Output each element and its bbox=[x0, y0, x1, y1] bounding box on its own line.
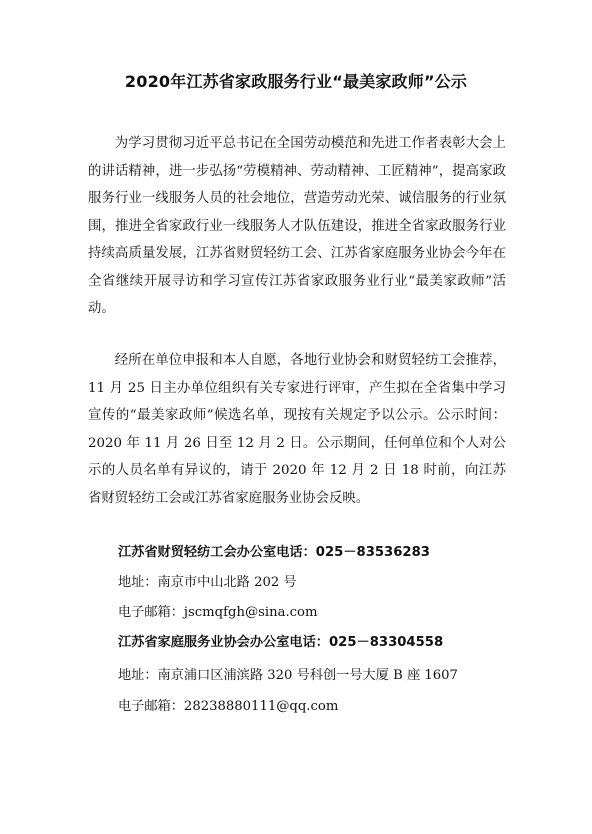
contact-email-domestic-service: 电子邮箱：28238880111@qq.com bbox=[118, 699, 339, 714]
contact-address-trade-union: 地址：南京市中山北路 202 号 bbox=[118, 575, 297, 590]
contact-address-domestic-service: 地址：南京浦口区浦滨路 320 号科创一号大厦 B 座 1607 bbox=[118, 668, 458, 683]
contact-heading-domestic-service: 江苏省家庭服务业协会办公室电话：025－83304558 bbox=[118, 635, 444, 650]
contact-heading-trade-union: 江苏省财贸轻纺工会办公室电话：025－83536283 bbox=[118, 545, 430, 560]
contact-email-trade-union: 电子邮箱：jscmqfgh@sina.com bbox=[118, 605, 318, 620]
paragraph-announcement: 经所在单位申报和本人自愿，各地行业协会和财贸轻纺工会推荐，11 月 25 日主办单位组织有关专家进行评审，产生拟在全省集中学习宣传的“最美家政师”候选名单，现按有关规定予以公示。公示时间：2020 年 11 月 26 日至 12 月 2 日。公示期间，任何单位和个人对公示的人员名单有异议的，请于 2020 年 12 月 2 日 18 时前，向江苏省财贸轻纺工会或江苏省家庭服务业协会反映。 bbox=[88, 353, 506, 506]
paragraph-intro: 为学习贯彻习近平总书记在全国劳动模范和先进工作者表彰大会上的讲话精神，进一步弘扬“劳模精神、劳动精神、工匠精神”，提高家政服务行业一线服务人员的社会地位，营造劳动光荣、诚信服务的行业氛围，推进全省家政行业一线服务人才队伍建设，推进全省家政服务行业持续高质量发展，江苏省财贸轻纺工会、江苏省家庭服务业协会今年在全省继续开展寻访和学习宣传江苏省家政服务业行业“最美家政师”活动。 bbox=[88, 136, 506, 316]
document-title: 2020年江苏省家政服务行业“最美家政师”公示 bbox=[124, 72, 468, 91]
